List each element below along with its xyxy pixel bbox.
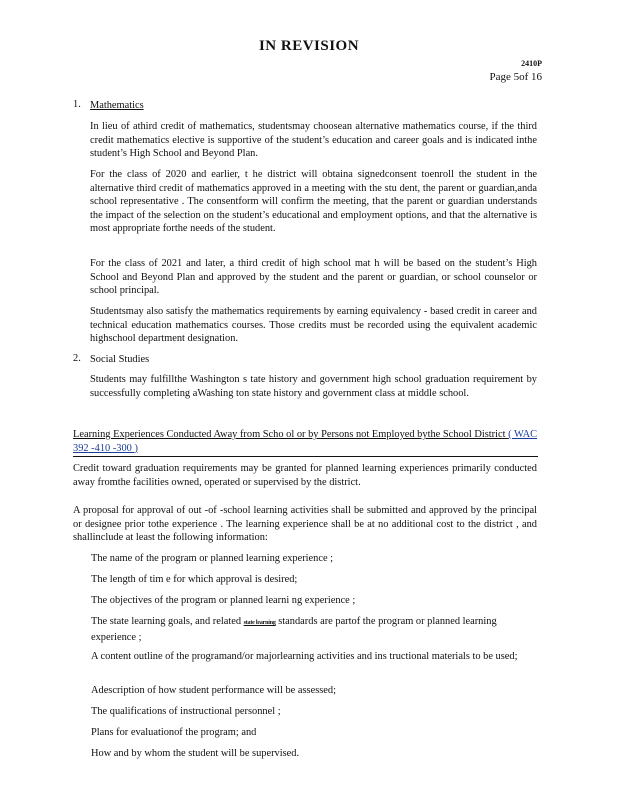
wac-reference: ( WAC 392 -410 -300 ) bbox=[73, 429, 538, 454]
list-item-text bbox=[91, 615, 537, 644]
list-item bbox=[73, 705, 537, 719]
policy-number: 2410P bbox=[521, 59, 542, 68]
list-item bbox=[73, 594, 537, 608]
social-studies-item-number: 2. bbox=[73, 353, 81, 364]
math-item-number: 1. bbox=[73, 99, 81, 110]
list-item-text: Plans for evaluationof the program; and bbox=[91, 727, 257, 738]
list-item-text: The qualifications of instructional personnel ; bbox=[91, 706, 281, 717]
list-item bbox=[73, 747, 537, 761]
list-item bbox=[73, 552, 537, 566]
page-number: Page 5of 16 bbox=[489, 71, 542, 83]
list-item bbox=[73, 615, 537, 644]
math-paragraph-2: For the class of 2020 and earlier, t he district will obtaina signedconsent toenroll the student in the alternative third credit of mathematics approved in a meeting with the stu dent, the parent or guardian,anda school representative . The consentform will confirm the meeting, that the parent or guardian understands the impact of the selection on the student’s educational and employment options, and that the alternative is most appropriate forthe needs of the student. bbox=[90, 169, 537, 235]
state-learning-insertion: state learning bbox=[243, 620, 276, 626]
list-item-text: A content outline of the programand/or majorlearning activities and ins tructional materials to be used; bbox=[91, 651, 518, 662]
page-title: IN REVISION bbox=[258, 38, 360, 54]
list-item-text-start: The state learning goals, and related bbox=[91, 616, 244, 627]
list-item-text: The length of tim e for which approval is desired; bbox=[91, 574, 298, 585]
list-item bbox=[73, 726, 537, 740]
learning-experiences-heading-text: Learning Experiences Conducted Away from Scho ol or by Persons not Employed bythe School District bbox=[73, 429, 509, 440]
social-studies-heading: Social Studies bbox=[90, 354, 150, 365]
list-item-text-end: standards are partof the program or planned learning experience ; bbox=[91, 616, 497, 643]
list-item-text: The name of the program or planned learning experience ; bbox=[91, 553, 334, 564]
math-paragraph-1: In lieu of athird credit of mathematics, studentsmay choosean alternative mathematics course, if the third credit mathematics elective is supportive of the student’s education and career goals and is indicated inthe student’s High School and Beyond Plan. bbox=[90, 121, 537, 160]
list-item-text: The objectives of the program or planned learni ng experience ; bbox=[91, 595, 356, 606]
list-item-text: How and by whom the student will be supervised. bbox=[91, 748, 300, 759]
learning-experiences-paragraph-2: A proposal for approval of out -of -school learning activities shall be submitted and approved by the principal or designee prior tothe experience . The learning experience shall be at no additional cost to the district , and shallinclude at least the following information: bbox=[73, 505, 537, 544]
list-item bbox=[73, 573, 537, 587]
social-studies-paragraph: Students may fulfillthe Washington s tate history and government high school graduation requirement by successfully completing aWashing ton state history and government class at middle school. bbox=[90, 374, 537, 399]
learning-experiences-paragraph-1: Credit toward graduation requirements may be granted for planned learning experiences primarily conducted away fromthe facilities owned, operated or supervised by the district. bbox=[73, 463, 537, 488]
list-item bbox=[73, 684, 537, 698]
math-paragraph-4: Studentsmay also satisfy the mathematics requirements by earning equivalency - based credit in career and technical education mathematics courses. Those credits must be recorded using the equivalent academic highschool department designation. bbox=[90, 306, 537, 345]
list-item-text: Adescription of how student performance will be assessed; bbox=[91, 685, 336, 696]
math-heading: Mathematics bbox=[90, 100, 144, 111]
learning-experiences-heading bbox=[73, 428, 538, 457]
math-paragraph-3: For the class of 2021 and later, a third credit of high school mat h will be based on the student’s High School and Beyond Plan and approved by the student and the parent or guardian, or school counselor or school principal. bbox=[90, 258, 537, 297]
list-item bbox=[73, 650, 537, 664]
